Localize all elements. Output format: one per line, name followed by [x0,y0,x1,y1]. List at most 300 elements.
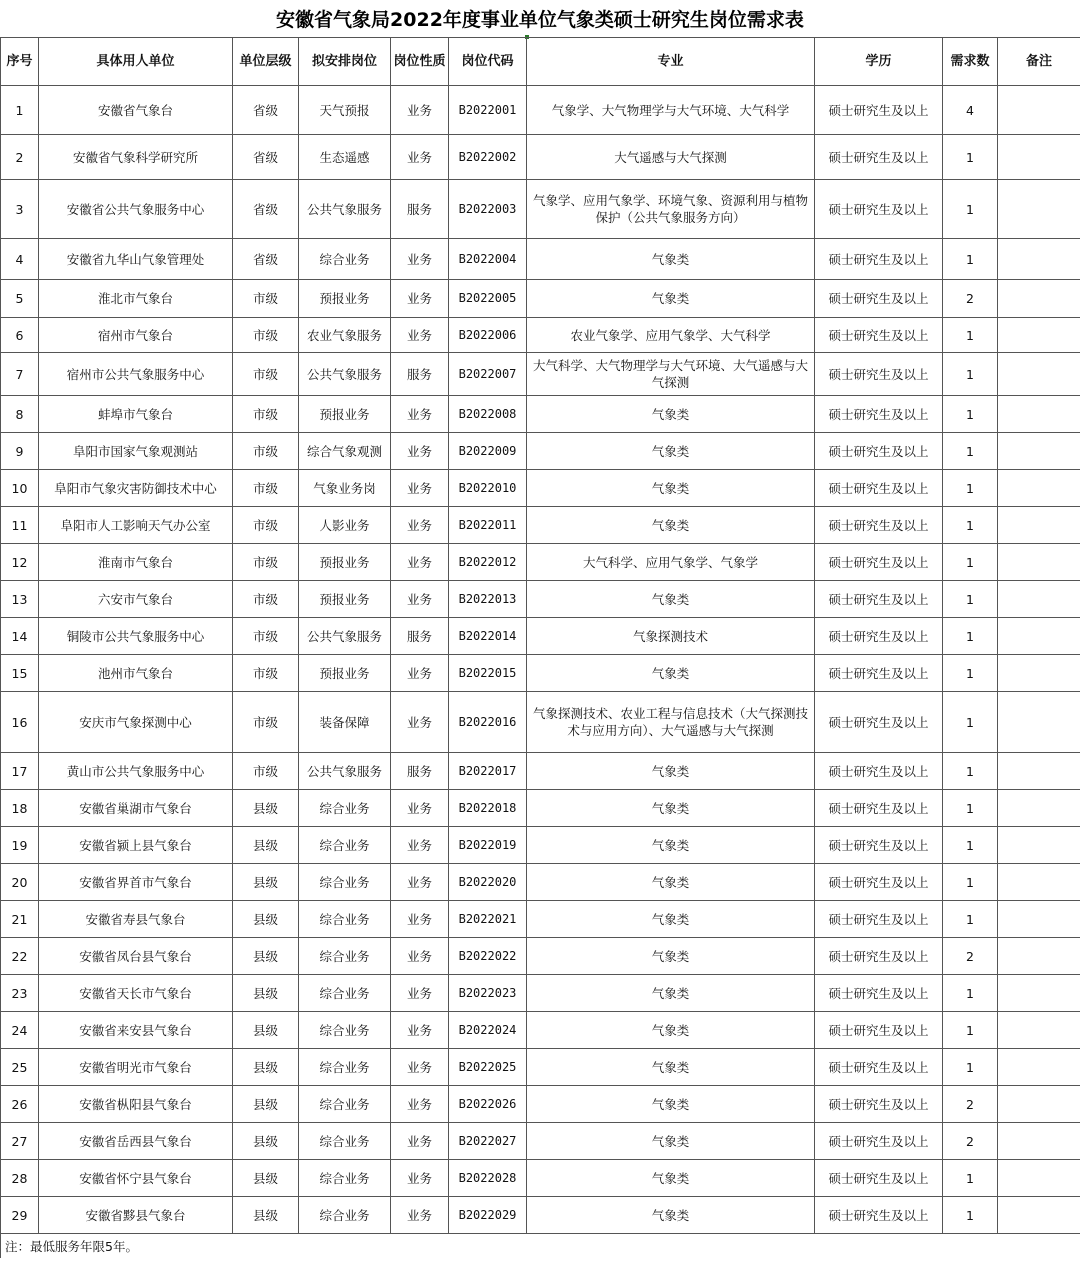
cell-level: 市级 [233,544,299,581]
cell-count: 1 [943,618,998,655]
cell-major: 气象学、大气物理学与大气环境、大气科学 [527,86,815,135]
cell-major: 气象类 [527,655,815,692]
cell-unit: 安徽省巢湖市气象台 [39,790,233,827]
table-row [1,864,1080,901]
cell-unit: 池州市气象台 [39,655,233,692]
cell-no: 16 [1,692,39,753]
cell-major: 气象类 [527,975,815,1012]
cell-unit: 安徽省明光市气象台 [39,1049,233,1086]
cell-no: 13 [1,581,39,618]
cell-unit: 安徽省气象台 [39,86,233,135]
cell-major: 气象类 [527,1160,815,1197]
cell-count: 1 [943,975,998,1012]
table-row [1,827,1080,864]
cell-nature: 业务 [391,1086,449,1123]
cell-note [998,1012,1080,1049]
cell-edu: 硕士研究生及以上 [815,618,943,655]
cell-major: 气象类 [527,901,815,938]
cell-nature: 业务 [391,396,449,433]
table-row [1,396,1080,433]
cell-code: B2022022 [449,938,527,975]
cell-count: 2 [943,1086,998,1123]
cell-note [998,544,1080,581]
cell-count: 1 [943,396,998,433]
cell-code: B2022016 [449,692,527,753]
table-row [1,1012,1080,1049]
cell-note [998,1160,1080,1197]
cell-note [998,753,1080,790]
cell-major: 气象类 [527,1123,815,1160]
cell-unit: 宿州市公共气象服务中心 [39,353,233,396]
cell-unit: 安庆市气象探测中心 [39,692,233,753]
cell-count: 1 [943,135,998,180]
cell-note [998,1123,1080,1160]
cell-nature: 业务 [391,507,449,544]
table-row [1,318,1080,353]
cell-edu: 硕士研究生及以上 [815,753,943,790]
table-row [1,1160,1080,1197]
cell-code: B2022027 [449,1123,527,1160]
cell-post: 天气预报 [299,86,391,135]
table-row [1,1049,1080,1086]
cell-nature: 业务 [391,827,449,864]
cell-edu: 硕士研究生及以上 [815,975,943,1012]
table-row [1,655,1080,692]
cell-unit: 宿州市气象台 [39,318,233,353]
cell-edu: 硕士研究生及以上 [815,135,943,180]
header-cell-unit: 具体用人单位 [39,38,233,86]
cell-nature: 业务 [391,433,449,470]
cell-note [998,1086,1080,1123]
table-row [1,753,1080,790]
cell-major: 气象类 [527,753,815,790]
cell-major: 气象类 [527,938,815,975]
table-row [1,507,1080,544]
cell-post: 气象业务岗 [299,470,391,507]
cell-nature: 业务 [391,975,449,1012]
cell-code: B2022029 [449,1197,527,1234]
cell-level: 市级 [233,618,299,655]
table-row [1,901,1080,938]
cell-no: 2 [1,135,39,180]
cell-note [998,86,1080,135]
cell-post: 公共气象服务 [299,180,391,239]
cell-no: 4 [1,239,39,280]
cell-major: 气象类 [527,239,815,280]
cell-nature: 业务 [391,864,449,901]
table-row [1,433,1080,470]
table-row [1,470,1080,507]
cell-note [998,655,1080,692]
cell-count: 1 [943,827,998,864]
cell-edu: 硕士研究生及以上 [815,827,943,864]
cell-note [998,470,1080,507]
cell-no: 26 [1,1086,39,1123]
header-cell-level: 单位层级 [233,38,299,86]
cell-unit: 安徽省寿县气象台 [39,901,233,938]
cell-count: 1 [943,1012,998,1049]
cell-note [998,1049,1080,1086]
cell-nature: 业务 [391,280,449,318]
cell-level: 市级 [233,655,299,692]
cell-post: 预报业务 [299,655,391,692]
cell-note [998,975,1080,1012]
cell-no: 20 [1,864,39,901]
cell-code: B2022008 [449,396,527,433]
header-cell-code: 岗位代码 [449,38,527,86]
cell-nature: 业务 [391,790,449,827]
cell-unit: 安徽省公共气象服务中心 [39,180,233,239]
cell-level: 市级 [233,581,299,618]
cell-code: B2022015 [449,655,527,692]
cell-code: B2022017 [449,753,527,790]
table-row [1,1086,1080,1123]
table-row [1,618,1080,655]
cell-unit: 阜阳市国家气象观测站 [39,433,233,470]
cell-post: 综合业务 [299,975,391,1012]
cell-count: 1 [943,318,998,353]
cell-no: 15 [1,655,39,692]
cell-code: B2022005 [449,280,527,318]
cell-post: 公共气象服务 [299,753,391,790]
cell-post: 综合业务 [299,938,391,975]
cell-edu: 硕士研究生及以上 [815,318,943,353]
cell-post: 生态遥感 [299,135,391,180]
cell-count: 2 [943,1123,998,1160]
cell-no: 23 [1,975,39,1012]
cell-level: 县级 [233,975,299,1012]
cell-code: B2022001 [449,86,527,135]
cell-unit: 安徽省黟县气象台 [39,1197,233,1234]
cell-major: 气象类 [527,1049,815,1086]
cell-no: 5 [1,280,39,318]
cell-major: 气象类 [527,1197,815,1234]
cell-nature: 业务 [391,135,449,180]
cell-no: 8 [1,396,39,433]
cell-edu: 硕士研究生及以上 [815,239,943,280]
cell-unit: 黄山市公共气象服务中心 [39,753,233,790]
cell-code: B2022009 [449,433,527,470]
cell-level: 市级 [233,692,299,753]
cell-edu: 硕士研究生及以上 [815,790,943,827]
cell-no: 17 [1,753,39,790]
footnote: 注：最低服务年限5年。 [1,1234,1080,1259]
cell-count: 2 [943,938,998,975]
cell-note [998,901,1080,938]
cell-unit: 阜阳市气象灾害防御技术中心 [39,470,233,507]
cell-post: 预报业务 [299,544,391,581]
cell-level: 市级 [233,318,299,353]
cell-no: 27 [1,1123,39,1160]
cell-code: B2022002 [449,135,527,180]
cell-count: 2 [943,280,998,318]
cell-code: B2022023 [449,975,527,1012]
cell-note [998,581,1080,618]
cell-count: 1 [943,180,998,239]
cell-major: 气象探测技术、农业工程与信息技术（大气探测技术与应用方向）、大气遥感与大气探测 [527,692,815,753]
cell-note [998,353,1080,396]
cell-note [998,239,1080,280]
cell-code: B2022007 [449,353,527,396]
cell-edu: 硕士研究生及以上 [815,544,943,581]
cell-post: 农业气象服务 [299,318,391,353]
cell-post: 装备保障 [299,692,391,753]
header-cell-note: 备注 [998,38,1080,86]
cell-code: B2022006 [449,318,527,353]
cell-major: 气象类 [527,864,815,901]
cell-edu: 硕士研究生及以上 [815,864,943,901]
cell-unit: 安徽省颍上县气象台 [39,827,233,864]
cell-no: 28 [1,1160,39,1197]
cell-post: 预报业务 [299,396,391,433]
cell-no: 6 [1,318,39,353]
cell-edu: 硕士研究生及以上 [815,470,943,507]
cell-unit: 安徽省怀宁县气象台 [39,1160,233,1197]
cell-count: 1 [943,581,998,618]
page-title: 安徽省气象局2022年度事业单位气象类硕士研究生岗位需求表 [276,9,804,31]
cell-nature: 业务 [391,470,449,507]
table-row [1,353,1080,396]
table-row [1,86,1080,135]
cell-post: 预报业务 [299,280,391,318]
header-cell-edu: 学历 [815,38,943,86]
cell-count: 1 [943,753,998,790]
cell-unit: 六安市气象台 [39,581,233,618]
cell-major: 农业气象学、应用气象学、大气科学 [527,318,815,353]
cell-no: 14 [1,618,39,655]
cell-level: 市级 [233,753,299,790]
cell-note [998,396,1080,433]
cell-code: B2022024 [449,1012,527,1049]
table-row [1,938,1080,975]
cell-no: 21 [1,901,39,938]
cell-post: 综合业务 [299,1049,391,1086]
cell-code: B2022018 [449,790,527,827]
cell-post: 综合业务 [299,1160,391,1197]
cell-unit: 淮南市气象台 [39,544,233,581]
cell-nature: 业务 [391,86,449,135]
cell-level: 县级 [233,1086,299,1123]
table-row [1,1123,1080,1160]
cell-unit: 铜陵市公共气象服务中心 [39,618,233,655]
header-cell-nature: 岗位性质 [391,38,449,86]
cell-count: 1 [943,507,998,544]
cell-count: 1 [943,692,998,753]
cell-count: 1 [943,655,998,692]
cell-edu: 硕士研究生及以上 [815,396,943,433]
cell-edu: 硕士研究生及以上 [815,692,943,753]
cell-no: 29 [1,1197,39,1234]
cell-major: 气象类 [527,396,815,433]
cell-count: 1 [943,239,998,280]
cell-code: B2022020 [449,864,527,901]
cell-unit: 安徽省枞阳县气象台 [39,1086,233,1123]
cell-note [998,864,1080,901]
cell-note [998,938,1080,975]
cell-code: B2022014 [449,618,527,655]
cell-note [998,1197,1080,1234]
table-row [1,135,1080,180]
cell-count: 1 [943,544,998,581]
cell-post: 人影业务 [299,507,391,544]
cell-level: 县级 [233,1160,299,1197]
cell-level: 县级 [233,901,299,938]
cell-major: 大气科学、大气物理学与大气环境、大气遥感与大气探测 [527,353,815,396]
cell-unit: 安徽省凤台县气象台 [39,938,233,975]
cell-post: 综合业务 [299,239,391,280]
cell-major: 气象类 [527,280,815,318]
table-row [1,280,1080,318]
cell-level: 县级 [233,827,299,864]
cell-post: 预报业务 [299,581,391,618]
cell-level: 县级 [233,864,299,901]
cell-no: 10 [1,470,39,507]
cell-nature: 服务 [391,180,449,239]
cell-major: 大气科学、应用气象学、气象学 [527,544,815,581]
table-row [1,239,1080,280]
cell-level: 县级 [233,790,299,827]
cell-edu: 硕士研究生及以上 [815,938,943,975]
cell-code: B2022004 [449,239,527,280]
cell-post: 公共气象服务 [299,353,391,396]
table-row [1,1197,1080,1234]
table-row [1,180,1080,239]
cell-edu: 硕士研究生及以上 [815,581,943,618]
cell-level: 市级 [233,280,299,318]
cell-count: 1 [943,1049,998,1086]
cell-note [998,790,1080,827]
cell-no: 22 [1,938,39,975]
cell-level: 县级 [233,1049,299,1086]
cell-major: 气象探测技术 [527,618,815,655]
cell-edu: 硕士研究生及以上 [815,180,943,239]
footnote-row [1,1234,1080,1259]
cell-code: B2022012 [449,544,527,581]
cell-unit: 安徽省界首市气象台 [39,864,233,901]
header-row [1,38,1080,86]
cell-major: 气象类 [527,433,815,470]
cell-post: 综合业务 [299,1012,391,1049]
cell-code: B2022003 [449,180,527,239]
cell-post: 综合业务 [299,1197,391,1234]
cell-edu: 硕士研究生及以上 [815,655,943,692]
cell-no: 24 [1,1012,39,1049]
cell-edu: 硕士研究生及以上 [815,86,943,135]
cell-count: 1 [943,790,998,827]
cell-count: 1 [943,470,998,507]
cell-level: 省级 [233,180,299,239]
cell-level: 市级 [233,507,299,544]
cell-nature: 业务 [391,1160,449,1197]
cell-edu: 硕士研究生及以上 [815,507,943,544]
cell-post: 综合业务 [299,901,391,938]
cell-post: 综合业务 [299,1123,391,1160]
cell-major: 气象类 [527,790,815,827]
cell-no: 7 [1,353,39,396]
cell-level: 市级 [233,396,299,433]
cell-unit: 淮北市气象台 [39,280,233,318]
cell-level: 市级 [233,470,299,507]
cell-major: 气象学、应用气象学、环境气象、资源利用与植物保护（公共气象服务方向） [527,180,815,239]
cell-nature: 业务 [391,581,449,618]
cell-unit: 安徽省九华山气象管理处 [39,239,233,280]
table-row [1,581,1080,618]
cell-nature: 服务 [391,618,449,655]
cell-count: 1 [943,353,998,396]
cell-post: 公共气象服务 [299,618,391,655]
cell-edu: 硕士研究生及以上 [815,353,943,396]
cell-no: 18 [1,790,39,827]
table-row [1,544,1080,581]
cell-post: 综合业务 [299,864,391,901]
cell-nature: 业务 [391,655,449,692]
cell-unit: 安徽省天长市气象台 [39,975,233,1012]
cell-nature: 业务 [391,239,449,280]
cell-no: 3 [1,180,39,239]
cell-nature: 业务 [391,1049,449,1086]
cell-note [998,827,1080,864]
cell-note [998,433,1080,470]
cell-edu: 硕士研究生及以上 [815,280,943,318]
cell-post: 综合气象观测 [299,433,391,470]
cell-level: 市级 [233,433,299,470]
cell-edu: 硕士研究生及以上 [815,901,943,938]
cell-post: 综合业务 [299,827,391,864]
cell-code: B2022021 [449,901,527,938]
cell-major: 大气遥感与大气探测 [527,135,815,180]
cell-note [998,280,1080,318]
cell-level: 县级 [233,1123,299,1160]
header-cell-count: 需求数 [943,38,998,86]
cell-code: B2022025 [449,1049,527,1086]
cell-edu: 硕士研究生及以上 [815,1049,943,1086]
cell-level: 省级 [233,86,299,135]
table-row [1,975,1080,1012]
cell-major: 气象类 [527,581,815,618]
cell-edu: 硕士研究生及以上 [815,1086,943,1123]
cell-count: 1 [943,1197,998,1234]
requirements-table [0,37,1080,1258]
cell-count: 1 [943,433,998,470]
cell-code: B2022028 [449,1160,527,1197]
cell-nature: 业务 [391,544,449,581]
cell-level: 省级 [233,239,299,280]
cell-post: 综合业务 [299,1086,391,1123]
cell-edu: 硕士研究生及以上 [815,1160,943,1197]
header-cell-no: 序号 [1,38,39,86]
cell-count: 1 [943,1160,998,1197]
cell-note [998,180,1080,239]
cell-edu: 硕士研究生及以上 [815,1197,943,1234]
cell-count: 4 [943,86,998,135]
cell-edu: 硕士研究生及以上 [815,1012,943,1049]
cell-no: 11 [1,507,39,544]
cell-post: 综合业务 [299,790,391,827]
cell-no: 25 [1,1049,39,1086]
cell-nature: 业务 [391,692,449,753]
cell-level: 市级 [233,353,299,396]
cell-major: 气象类 [527,507,815,544]
cell-count: 1 [943,901,998,938]
cell-nature: 服务 [391,753,449,790]
cell-nature: 业务 [391,1012,449,1049]
cell-code: B2022013 [449,581,527,618]
cell-unit: 阜阳市人工影响天气办公室 [39,507,233,544]
cell-note [998,692,1080,753]
cell-level: 县级 [233,1012,299,1049]
cell-code: B2022010 [449,470,527,507]
header-cell-post: 拟安排岗位 [299,38,391,86]
